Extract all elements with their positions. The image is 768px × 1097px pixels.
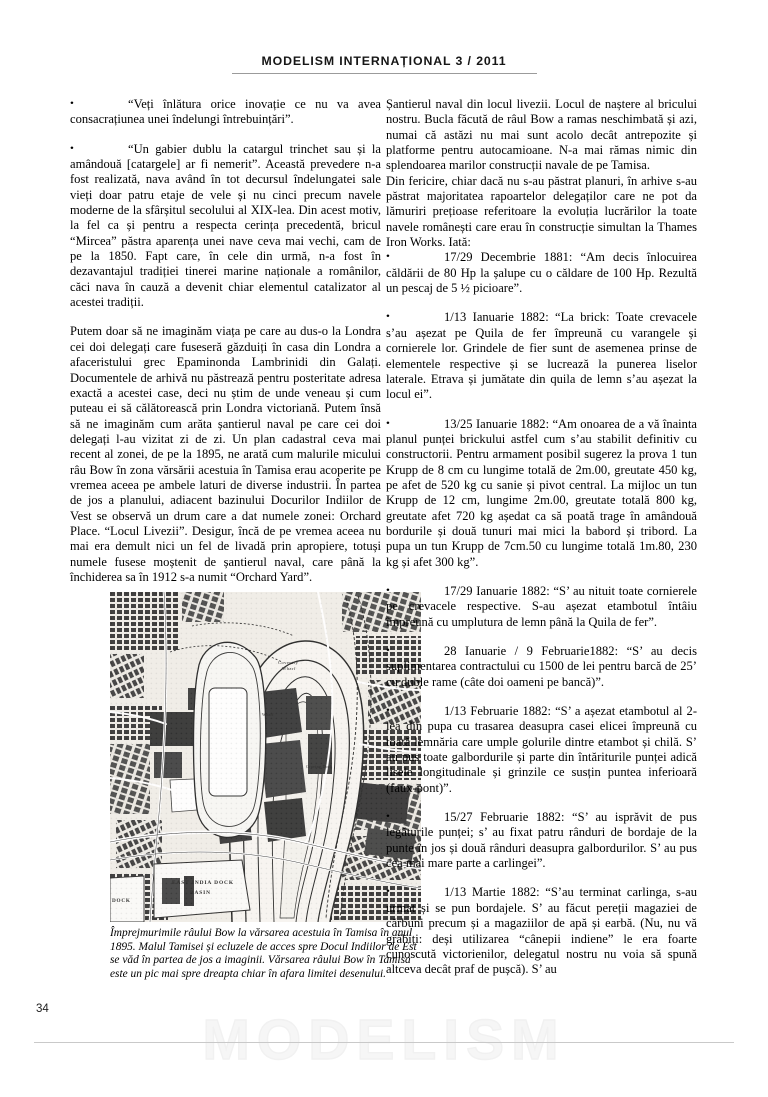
spacer (386, 690, 697, 704)
bullet-marker: • (386, 584, 390, 597)
right-bullet-item-3 (386, 417, 697, 570)
right-bullet-item-5 (386, 644, 697, 690)
left-bullet-item-1 (70, 97, 381, 128)
right-bullet-item-1 (386, 250, 697, 296)
map-image (110, 592, 421, 922)
running-head-rule (232, 73, 537, 74)
left-bullet-1-text: “Veți înlătura orice inovație ce nu va avea consacrațiunea unei îndelungi întrebuințări”. (70, 97, 381, 127)
running-head (0, 52, 768, 70)
bullet-marker: • (386, 704, 390, 717)
bullet-marker: • (386, 250, 390, 263)
spacer (386, 796, 697, 810)
left-bullet-item-2 (70, 142, 381, 311)
svg-text:BASIN: BASIN (190, 890, 211, 896)
right-bullet-item-7 (386, 810, 697, 871)
right-bullet-item-2 (386, 310, 697, 402)
figure-historic-map (110, 592, 421, 981)
right-bullet-1-text: 17/29 Decembrie 1881: “Am decis înlocuirea căldării de 80 Hp la șalupe cu o căldare de 100 Hp. Rezultă un pescaj de 5 ½ picioare”. (386, 250, 697, 296)
bullet-marker: • (70, 142, 74, 155)
right-paragraph-1: Șantierul naval din locul livezii. Locul de naștere al bricului nostru. Bucla făcută de râul Bow a ramas neschimbată și azi, numai că astăzi nu mai sunt acolo decât antrepozite și platforme pentru autocamioane. N-a mai rămas nimic din splendoarea marilor construcții navale de pe Tamisa. (386, 97, 697, 173)
right-bullet-7-text: 15/27 Februarie 1882: “S’ au isprăvit de pus legăturile punței; s’ au fixat patru rânduri de bordaje de la punte în jos și două rânduri deasupra galbordurilor. S’ au pus cea mai mare parte a carlingei”. (386, 810, 697, 871)
right-paragraph-2: Din fericire, chiar dacă nu s-au păstrat planuri, în arhive s-au păstrat majoritatea rapoartelor delegaților care ne pot da lămuriri prețioase referitoare la evoluția lucrărilor la toate navele românești care erau în construcție simultan la Thames Iron Works. Iată: (386, 173, 697, 250)
svg-text:EAST INDIA DOCK: EAST INDIA DOCK (172, 880, 234, 886)
figure-caption: Împrejmurimile râului Bow la vărsarea acestuia în Tamisa în anul 1895. Malul Tamisei și ecluzele de acces spre Docul Indiilor de Est se văd în partea de jos a imaginii. Vărsarea râului Bow în Tamisa este un pic mai spre dreapta chiar în afara limitei desenului. (110, 927, 417, 980)
spacer (386, 871, 697, 885)
page-watermark: MODELISM (202, 1008, 566, 1072)
spacer (386, 570, 697, 584)
bullet-marker: • (386, 810, 390, 823)
bullet-marker: • (70, 97, 74, 110)
svg-text:Graving Dock: Graving Dock (306, 764, 333, 769)
left-bullet-2-text: “Un gabier dublu la catargul trinchet sau și la amândouă [catargele] ar fi nemerit”. Această prevedere n-a fost realizată, nava având în tot decursul îndelungatei sale vieți doar patru etaje de vele și nu cinci precum navele moderne de la sfârșitul secolului al XIX-lea. Din acest motiv, la fel ca și pentru a respecta cerința precedentă, bricul “Mircea” păstra aparența unei nave ceva mai vechi, cam de pe la 1850. Fapt care, în cele din urmă, n-a fost în dezavantajul tradiției tinerei marine naționale a românilor, căci nava în cauză a devenit chiar elementul catalizator al acestei tradiții. (70, 141, 381, 310)
bullet-marker: • (386, 885, 390, 898)
footer-rule (34, 1042, 734, 1043)
bullet-marker: • (386, 417, 390, 430)
right-bullet-4-text: 17/29 Ianuarie 1882: “S’ au nituit toate cornierele pe crevacele respective. S-au așezat etambotul întâiu împreună cu umplutura de lemn până la Quila de fer”. (386, 583, 697, 629)
page-number: 34 (36, 1003, 49, 1015)
spacer (386, 296, 697, 310)
spacer (386, 403, 697, 417)
running-head-text: MODELISM INTERNAȚIONAL 3 / 2011 (261, 54, 507, 68)
svg-text:DOCK: DOCK (112, 898, 131, 904)
spacer (70, 128, 381, 142)
right-bullet-item-4 (386, 584, 697, 630)
right-bullet-8-text: 1/13 Martie 1882: “S’au terminat carlinga, s-au urmat și se pun bordajele. S’ au făcut pereții magaziei de cărbuni precum și a magaziilor de apă și earbă. (Nu, nu vă grăbiți: deși utilizarea “cânepii indiene” le era foarte cunoscută victorienilor, delegatul nostru nu voia să spună altceva decât praf de pușcă). S’ au (386, 885, 697, 977)
bullet-marker: • (386, 644, 390, 657)
right-bullet-6-text: 1/13 Februarie 1882: “S’ a așezat etambotul al 2-lea din pupa cu trasarea deasupra casei elicei împreună cu toată lemnăria care umple golurile dintre etambot și chilă. S’ au pus toate galbordurile și parte din întăriturile punței adică lisele longitudinale și grinzile ce susțin puntea inferioară (faux-pont)”. (386, 704, 697, 795)
right-bullet-2-text: 1/13 Ianuarie 1882: “La brick: Toate crevacele s’au așezat pe Quila de fer împreună cu varangele și cornierele lor. Grindele de fier sunt de asemenea prinse de elementele respective și se lucrează la punerea liselor laterale. Etrava și jumătate din quila de lemn s’au așezat la locul ei”. (386, 310, 697, 402)
spacer (386, 630, 697, 644)
left-paragraph-1: Putem doar să ne imaginăm viața pe care au dus-o la Londra cei doi delegați care fuseseră găzduiți în casa din Londra a afaceristului grec Epaminonda Lambrinidi din Galați. Documentele de arhivă nu păstrează pentru posteritate adresa exactă a acestei case, deci nu știm de unde veneau și cum puteau ei să călătorească prin Londra victoriană. Putem însă să ne imaginăm cum arăta șantierul naval pe care cei doi delegați l-au vizitat zi de zi. Un plan cadastral ceva mai recent al zonei, de pe la 1895, ne arată cum malurile micului râu Bow în zona vărsării acestuia în Tamisa erau acoperite pe vremea aceea pe ambele laturi de diverse industrii. În partea de jos a planului, adiacent bazinului Docurilor Indiilor de Vest se observă un drum care a dat numele zonei: Orchard Place. “Locul Livezii”. Desigur, încă de pe vremea aceea nu mai era demult nici un fel de livadă prin apropiere, totuși numele fusese moștenit de șantierul naval, care până la închiderea sa în 1912 s-a numit “Orchard Yard”. (70, 324, 381, 584)
right-bullet-item-6 (386, 704, 697, 796)
svg-text:Wharf: Wharf (262, 712, 274, 717)
right-bullet-3-text: 13/25 Ianuarie 1882: “Am onoarea de a vă înainta planul punței brickului astfel cum s’au stabilit definitiv cu constructorii. Pentru armament posibil sugerez la prova 1 tun Krupp de 8 cm cu lungime totală de 2m.00, greutate 450 kg, pe afet de 520 kg cu sanie și pivot central. La mijloc un tun Krupp de 12 cm, lungime 2m.00, greutate totală 800 kg, greutate afet 720 kg aședat ca să poată trage în amândouă bordurile și două tunuri mai mici la babord și tribord. La pupa un tun Krupp de 7cm.50 cu lungime totală 1m.80, 230 kg și afet 300 kg”. (386, 416, 697, 569)
right-text-column (386, 97, 697, 978)
svg-text:Wharf: Wharf (282, 666, 296, 671)
left-text-column (70, 97, 381, 585)
map-vector (110, 592, 421, 922)
spacer (70, 310, 381, 324)
right-bullet-item-8 (386, 885, 697, 977)
right-bullet-5-text: 28 Ianuarie / 9 Februarie1882: “S’ au decis suplimentarea contractului cu 1500 de lei pentru barcă de 25’ cu duble rame (câte doi oameni pe bancă)”. (386, 644, 697, 689)
svg-text:Coventry: Coventry (278, 660, 299, 665)
bullet-marker: • (386, 310, 390, 323)
